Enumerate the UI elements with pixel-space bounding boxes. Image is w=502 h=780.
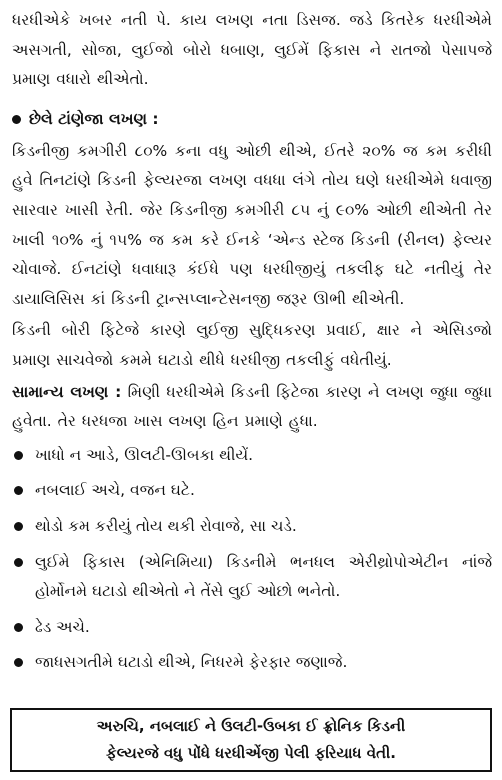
list-item-text: લુઈમે ફિકાસ (એનિમિયા) કિડનીમે ભનધલ એરીથ્રોપોએટીન નાંજે હોર્મોનમે ઘટાડો થીએતો ને તેંસે લુઈ ઓછો ભનેતો. bbox=[35, 552, 492, 601]
late-symptoms-heading-row bbox=[12, 103, 492, 137]
list-item-text: ઢેડ અચે. bbox=[35, 617, 90, 636]
general-symptoms-paragraph bbox=[12, 378, 492, 437]
general-symptoms-text: મિણી ધરધીએમે કિડની ફિટેજા કારણ ને લખણ જુધા જુધા હુવેતા. તેર ધરધજા ખાસ લખણ હિન પ્રમાણે હુધા. bbox=[12, 382, 492, 431]
bullet-icon bbox=[14, 451, 23, 460]
bullet-icon bbox=[14, 486, 23, 495]
bullet-icon bbox=[14, 623, 23, 632]
bullet-icon bbox=[14, 658, 23, 667]
list-item-text: થોડો કમ કરીયું તોય થકી રોવાજે, સા ચડે. bbox=[35, 516, 297, 535]
callout-line-2: ફેલ્યરજે વધુ પોંધે ધરધીએંજી પેલી ફરિયાધ વેતી. bbox=[105, 744, 397, 762]
list-item-text: નબલાઈ અચે, વજન ઘટે. bbox=[35, 481, 195, 500]
list-item bbox=[12, 476, 492, 506]
list-item bbox=[12, 613, 492, 643]
late-symptoms-paragraph-1: કિડનીજી કમગીરી ૮૦% કના વધુ ઓછી થીએ, ઈતરે ૨૦% જ કમ કરીધી હુવે તિનટાંણે કિડની ફેલ્યરજા લખણ વધધા લંગે તોય ઘણે ધરધીએમે ધવાજી સારવાર ખાસી રેતી. જેર કિડનીજી કમગીરી ૮૫ નું ૯૦% ઓછી થીએતી તેર ખાલી ૧૦% નું ૧૫% જ કમ કરે ઈનકે ‘એન્ડ સ્ટેજ કિડની (રીનલ) ફેલ્યર ચોવાજે. ઈનટાંણે ધવાધારૂ કંઈધે પણ ધરધીજીયું તકલીફ ઘટે નતીયું તેર ડાયાલિસિસ કાં કિડની ટ્રાન્સપ્લાન્ટેસનજી જરૂર ઊભી થીએતી. bbox=[12, 141, 492, 308]
intro-paragraph: ધરધીએકે ખબર નતી પે. કાય લખણ નતા ડિસજ. જડે કિતરેક ધરધીએમે અસગતી, સોજા, લુઈજો બોરો ધબાણ, લુઈમેં ફિકાસ ને રાતજો પેસાપજે પ્રમાણ વધારો થીએતો. bbox=[12, 11, 492, 89]
late-symptoms-heading: છેલે ટાંણેજા લખણ : bbox=[29, 110, 159, 129]
list-item bbox=[12, 548, 492, 607]
list-item-text: ખાધો ન આડે, ઊલટી-ઊબકા થીયેં. bbox=[35, 445, 254, 464]
list-item bbox=[12, 441, 492, 471]
bullet-icon bbox=[14, 558, 23, 567]
bullet-icon bbox=[12, 115, 21, 124]
callout-box bbox=[10, 708, 492, 772]
symptoms-list bbox=[12, 441, 492, 678]
callout-line-1: અરુચિ, નબલાઈ ને ઉલટી-ઉબકા ઈ ફ્રોનિક કિડની bbox=[96, 717, 406, 735]
bullet-icon bbox=[14, 522, 23, 531]
late-symptoms-paragraph-2: કિડની બોરી ફિટેજે કારણે લુઈજી સુદ્ધિકરણ પ્રવાઈ, ક્ષાર ને એસિડજો પ્રમાણ સાચવેજો કમમે ઘટાડો થીધે ધરધીજી તકલીફું વધેતીયું. bbox=[12, 321, 492, 369]
list-item-text: જાધસગતીમે ઘટાડો થીએ, નિધરમે ફેરફાર જણાજે. bbox=[35, 653, 348, 672]
general-symptoms-label: સામાન્ય લખણ : bbox=[12, 382, 122, 401]
list-item bbox=[12, 512, 492, 542]
list-item bbox=[12, 648, 492, 678]
